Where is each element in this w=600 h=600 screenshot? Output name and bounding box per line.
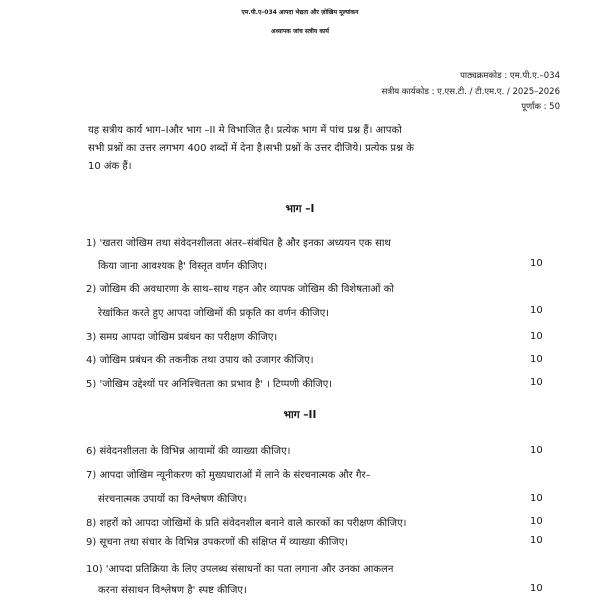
assignment-code: सत्रीय कार्यकोड : ए.एस.टी. / टी.एम.ए. / 2025–2026 bbox=[381, 87, 560, 97]
question-1-line-2: किया जाना आवश्यक है' विस्तृत वर्णन कीजिए। bbox=[98, 261, 267, 272]
document-title: एम.पी.ए–034 आपदा भेद्यता और ज़ोखिम मूल्यांकन bbox=[241, 9, 359, 16]
question-1-marks: 10 bbox=[530, 258, 543, 269]
question-6: 6) संवेदनशीलता के विभिन्न आयामों की व्याख्या कीजिए। bbox=[86, 446, 291, 457]
question-10-line-1: 10) 'आपदा प्रतिक्रिया के लिए उपलब्ध संसाधनों का पता लगाना और उनका आकलन bbox=[86, 564, 394, 575]
question-3: 3) समग्र आपदा जोखिम प्रबंधन का परीक्षण कीजिए। bbox=[86, 332, 278, 343]
question-1-line-1: 1) 'खतरा जोखिम तथा संवेदनशीलता अंतर–संबंधित है और इनका अध्ययन एक साथ bbox=[86, 238, 391, 249]
question-5-marks: 10 bbox=[530, 377, 543, 388]
intro-line: 10 अंक हैं। bbox=[88, 161, 132, 172]
question-8: 8) शहरों को आपदा जोखिमों के प्रति संवेदनशील बनाने वाले कारकों का परीक्षण कीजिए। bbox=[86, 518, 407, 529]
question-6-marks: 10 bbox=[530, 445, 543, 456]
question-2-marks: 10 bbox=[530, 305, 543, 316]
course-code: पाठ्यक्रमकोड : एम.पी.ए.–034 bbox=[460, 71, 560, 81]
document-subtitle: अध्यापक जांच सत्रीय कार्य bbox=[270, 28, 330, 35]
question-5: 5) 'जोखिम उद्देश्यों पर अनिश्चितता का प्रभाव है' । टिप्पणी कीजिए। bbox=[86, 379, 333, 390]
section-heading-part-2: भाग –II bbox=[283, 409, 317, 421]
question-8-marks: 10 bbox=[530, 516, 543, 527]
max-marks: पूर्णांक : 50 bbox=[521, 102, 560, 112]
question-9: 9) सूचना तथा संचार के विभिन्न उपकरणों की संक्षिप्त में व्याख्या कीजिए। bbox=[86, 537, 349, 548]
question-4: 4) जोखिम प्रबंधन की तकनीक तथा उपाय को उजागर कीजिए। bbox=[86, 355, 314, 366]
question-2-line-2: रेखांकित करते हुए आपदा जोखिमों की प्रकृति का वर्णन कीजिए। bbox=[98, 308, 330, 319]
question-7-line-1: 7) आपदा जोखिम न्यूनीकरण को मुख्यधाराओं में लाने के संरचनात्मक और गैर– bbox=[86, 470, 371, 481]
question-7-line-2: संरचनात्मक उपायों का विश्लेषण कीजिए। bbox=[98, 494, 247, 505]
question-2-line-1: 2) जोखिम की अवधारणा के साथ–साथ गहन और व्यापक जोखिम की विशेषताओं को bbox=[86, 284, 394, 295]
question-3-marks: 10 bbox=[530, 331, 543, 342]
section-heading-part-1: भाग –I bbox=[285, 203, 315, 215]
intro-line: यह सत्रीय कार्य भाग–Iऔर भाग –II मे विभाजित है। प्रत्येक भाग में पांच प्रश्न हैं। आपको bbox=[88, 125, 402, 136]
question-10-line-2: करना संसाधन विश्लेषण है' स्पष्ट कीजिए। bbox=[98, 585, 247, 596]
question-10-marks: 10 bbox=[530, 583, 543, 594]
question-7-marks: 10 bbox=[530, 493, 543, 504]
question-9-marks: 10 bbox=[530, 535, 543, 546]
intro-line: सभी प्रश्नों का उत्तर लगभग 400 शब्दों में देना है।सभी प्रश्नों के उत्तर दीजिये। प्रत्येक प्रश्न के bbox=[88, 143, 414, 154]
question-4-marks: 10 bbox=[530, 354, 543, 365]
